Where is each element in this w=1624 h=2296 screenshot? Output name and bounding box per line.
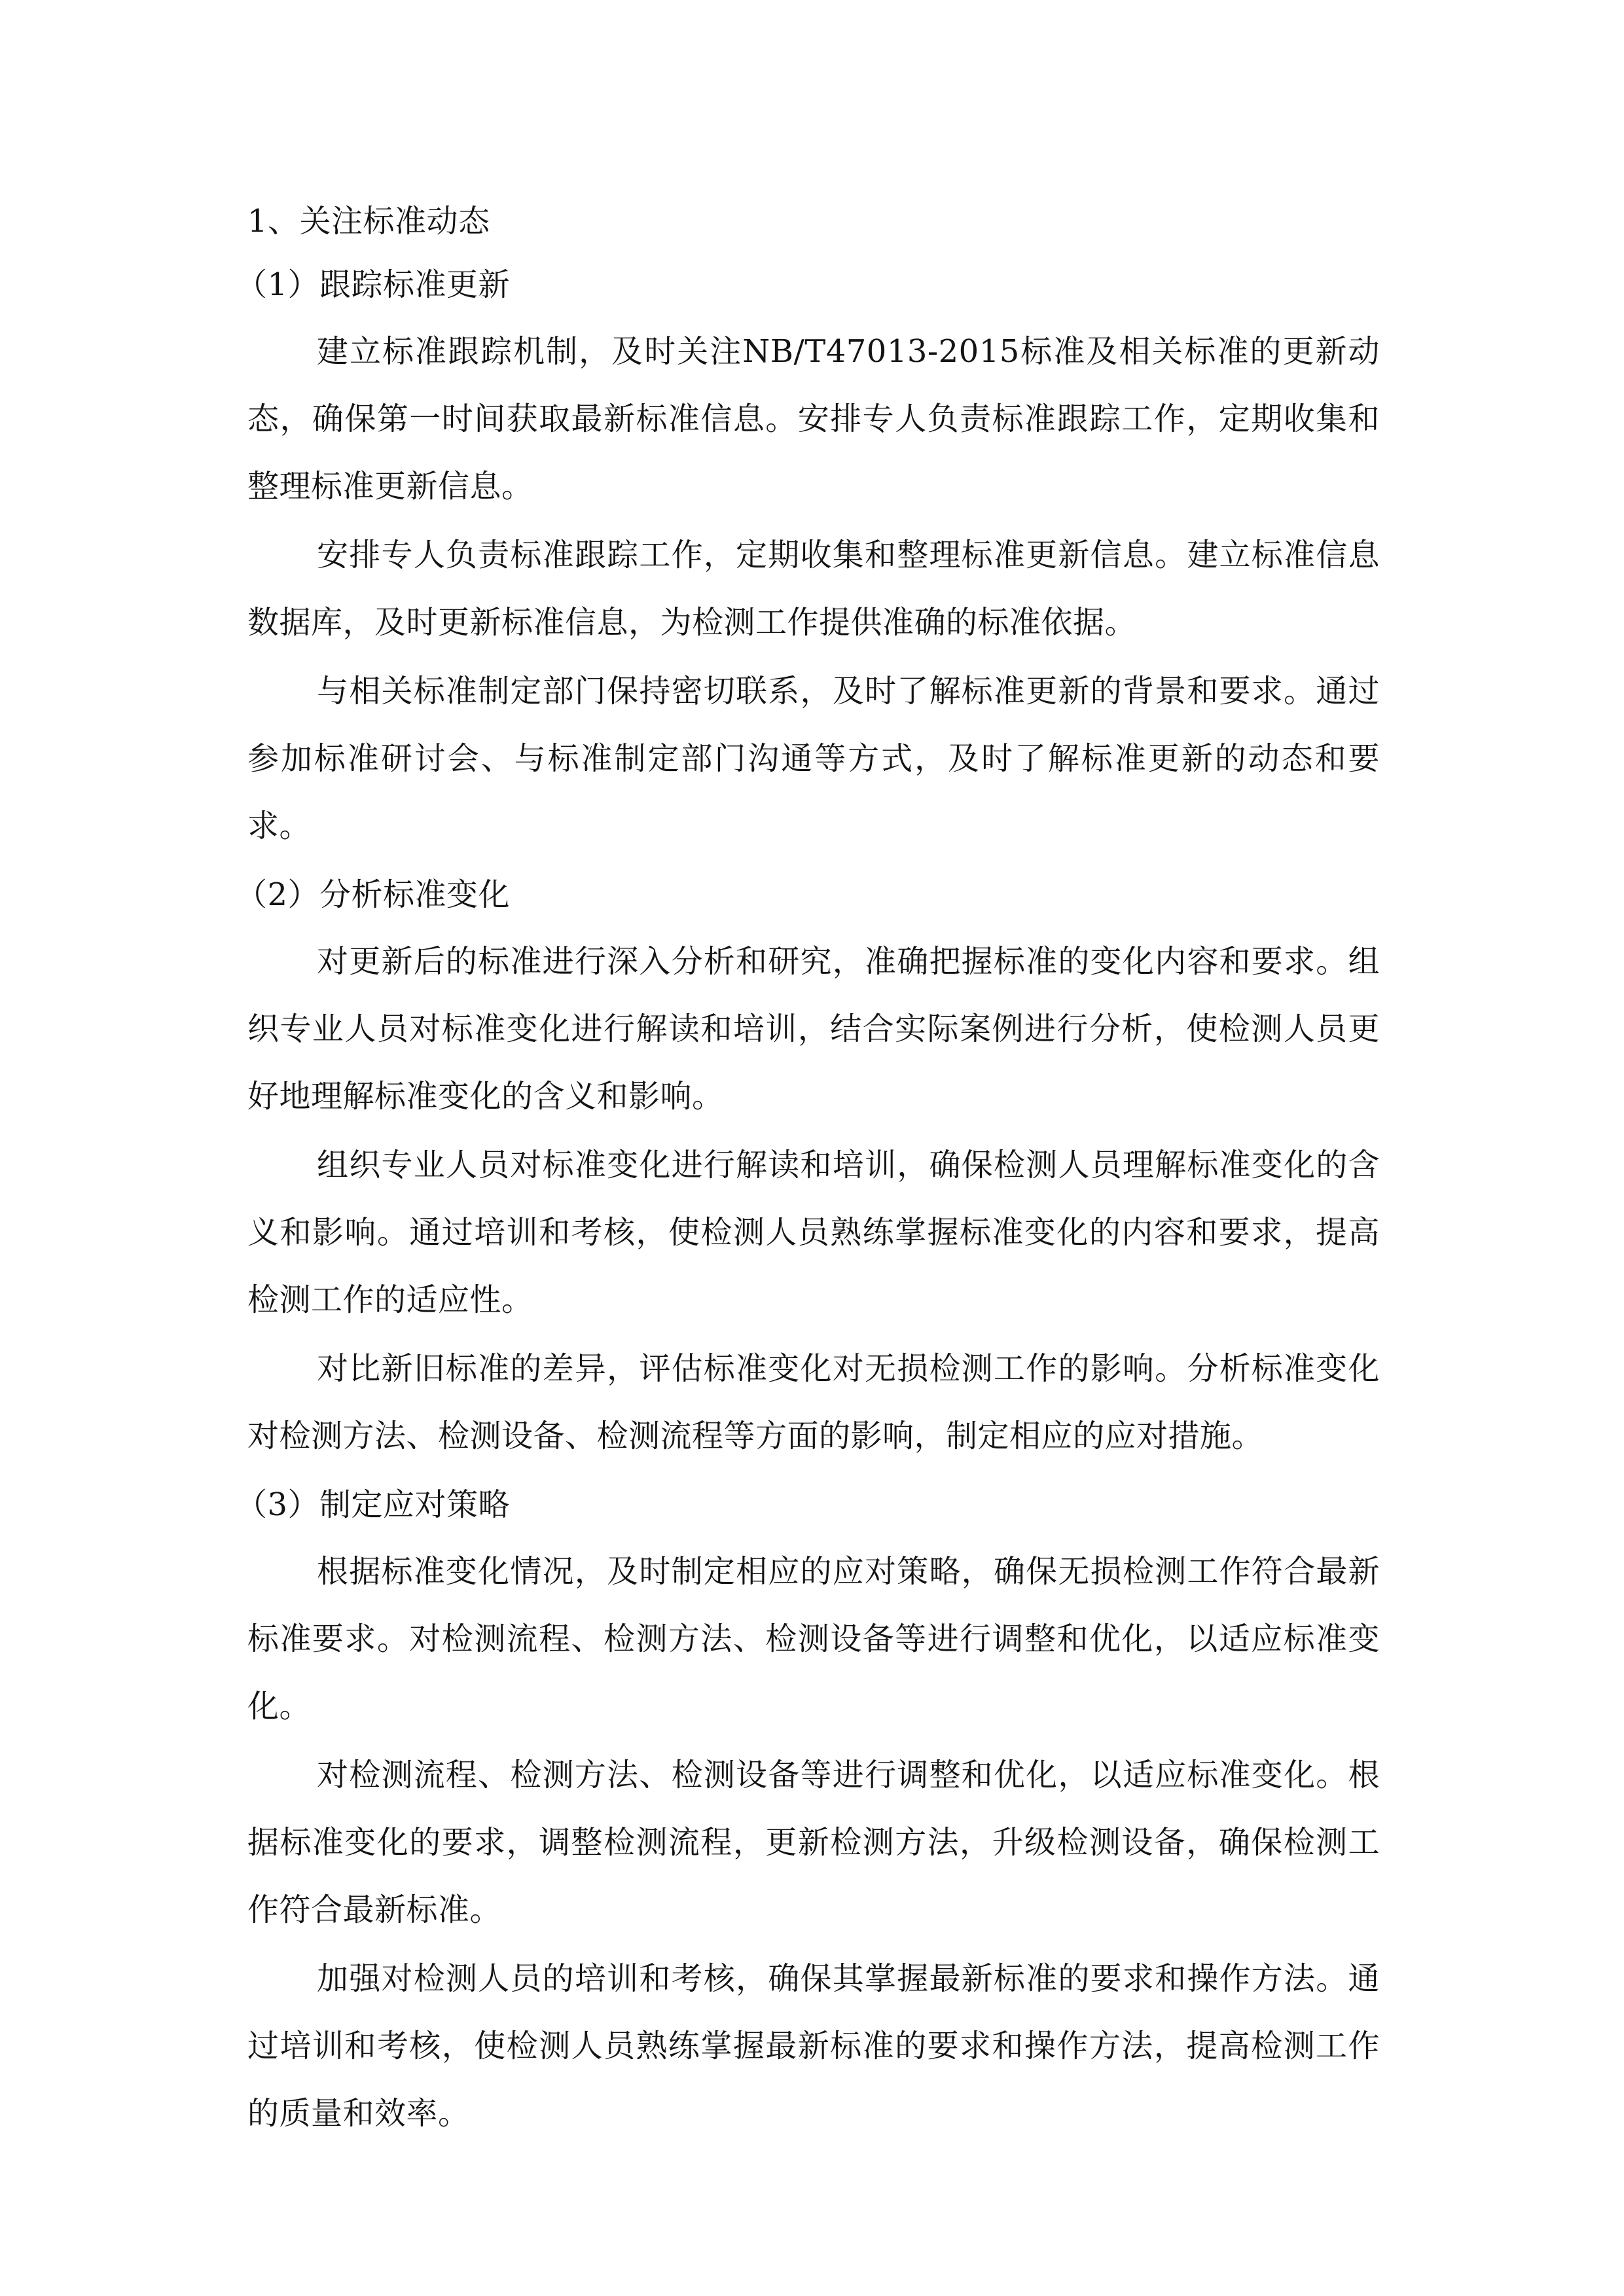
- subsection-title: （3）制定应对策略: [236, 1486, 511, 1523]
- subsection-3: [236, 1471, 1380, 2147]
- paragraph: 与相关标准制定部门保持密切联系，及时了解标准更新的背景和要求。通过参加标准研讨会、与标准制定部门沟通等方式，及时了解标准更新的动态和要求。: [247, 673, 1380, 844]
- subsection-title: （2）分析标准变化: [236, 876, 511, 913]
- subsection-1: [236, 251, 1380, 860]
- paragraph: 建立标准跟踪机制，及时关注NB/T47013-2015标准及相关标准的更新动态，确保第一时间获取最新标准信息。安排专人负责标准跟踪工作，定期收集和整理标准更新信息。: [247, 333, 1380, 505]
- paragraph: 根据标准变化情况，及时制定相应的应对策略，确保无损检测工作符合最新标准要求。对检测流程、检测方法、检测设备等进行调整和优化，以适应标准变化。: [247, 1553, 1380, 1725]
- subsection-title: （1）跟踪标准更新: [236, 266, 511, 303]
- document-page: [236, 191, 1380, 2149]
- subsection-2: [236, 861, 1380, 1470]
- paragraph: 对检测流程、检测方法、检测设备等进行调整和优化，以适应标准变化。根据标准变化的要求，调整检测流程，更新检测方法，升级检测设备，确保检测工作符合最新标准。: [247, 1757, 1380, 1928]
- section-title: 1、关注标准动态: [247, 203, 490, 240]
- paragraph: 安排专人负责标准跟踪工作，定期收集和整理标准更新信息。建立标准信息数据库，及时更新标准信息，为检测工作提供准确的标准依据。: [247, 537, 1380, 641]
- paragraph: 加强对检测人员的培训和考核，确保其掌握最新标准的要求和操作方法。通过培训和考核，使检测人员熟练掌握最新标准的要求和操作方法，提高检测工作的质量和效率。: [247, 1960, 1380, 2132]
- paragraph: 对更新后的标准进行深入分析和研究，准确把握标准的变化内容和要求。组织专业人员对标准变化进行解读和培训，结合实际案例进行分析，使检测人员更好地理解标准变化的含义和影响。: [247, 943, 1380, 1115]
- paragraph: 组织专业人员对标准变化进行解读和培训，确保检测人员理解标准变化的含义和影响。通过培训和考核，使检测人员熟练掌握标准变化的内容和要求，提高检测工作的适应性。: [247, 1147, 1380, 1318]
- paragraph: 对比新旧标准的差异，评估标准变化对无损检测工作的影响。分析标准变化对检测方法、检测设备、检测流程等方面的影响，制定相应的应对措施。: [247, 1350, 1380, 1454]
